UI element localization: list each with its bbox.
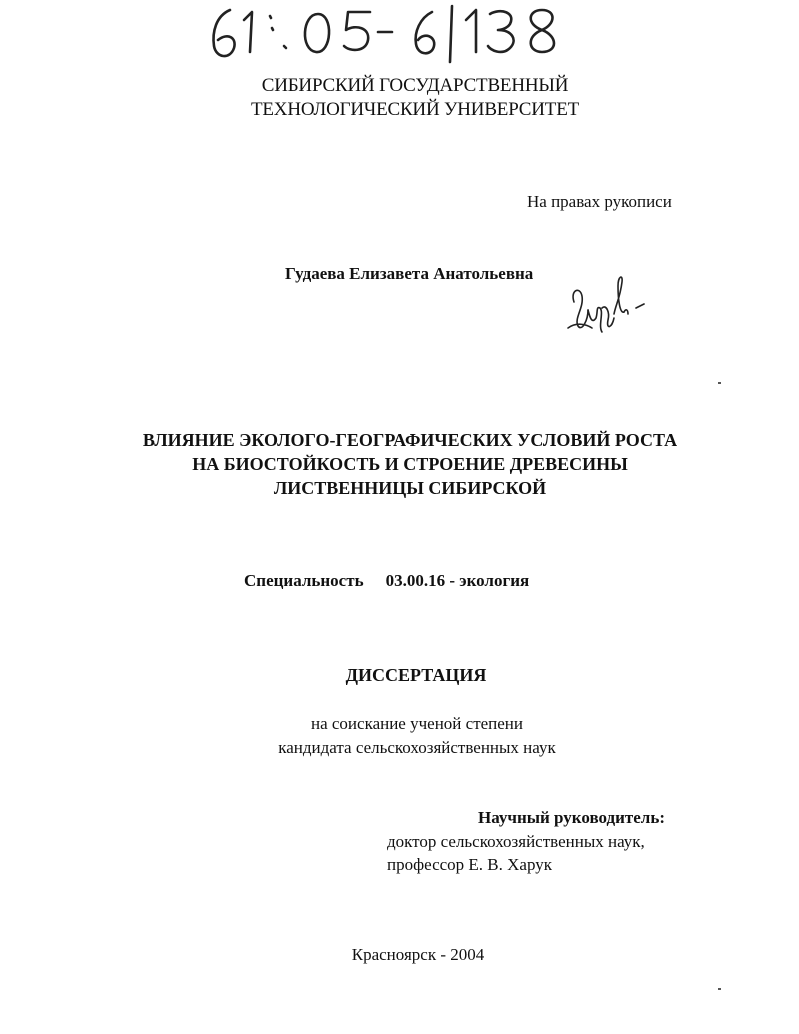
title-line-3: ЛИСТВЕННИЦЫ СИБИРСКОЙ [273,478,547,498]
title-line-1: ВЛИЯНИЕ ЭКОЛОГО-ГЕОГРАФИЧЕСКИХ УСЛОВИЙ РОСТА [142,430,678,450]
rights-note: На правах рукописи [527,192,672,211]
title-line-2: НА БИОСТОЙКОСТЬ И СТРОЕНИЕ ДРЕВЕСИНЫ [192,454,628,474]
scan-speck [718,988,721,990]
specialty-code: 03.00.16 - экология [385,571,530,590]
degree-line-2: кандидата сельскохозяйственных наук [278,738,556,757]
author-signature [566,268,646,336]
degree-line-1: на соискание ученой степени [310,714,524,733]
place-and-year: Красноярск - 2004 [351,945,485,964]
university-line-2: ТЕХНОЛОГИЧЕСКИЙ УНИВЕРСИТЕТ [250,99,580,120]
university-line-1: СИБИРСКИЙ ГОСУДАРСТВЕННЫЙ [261,75,569,96]
university-name [0,74,799,122]
advisor-heading: Научный руководитель: [478,808,665,827]
specialty-label: Специальность [244,571,364,590]
advisor-name: профессор Е. В. Харук [387,855,553,874]
advisor-degree: доктор сельскохозяйственных наук, [387,832,645,851]
degree-statement [0,712,799,760]
author-name: Гудаева Елизавета Анатольевна [285,264,534,283]
specialty [244,571,529,591]
handwritten-archive-code [200,2,580,64]
dissertation-title [120,428,700,500]
document-type: ДИССЕРТАЦИЯ [345,665,487,685]
scan-speck [718,382,721,384]
